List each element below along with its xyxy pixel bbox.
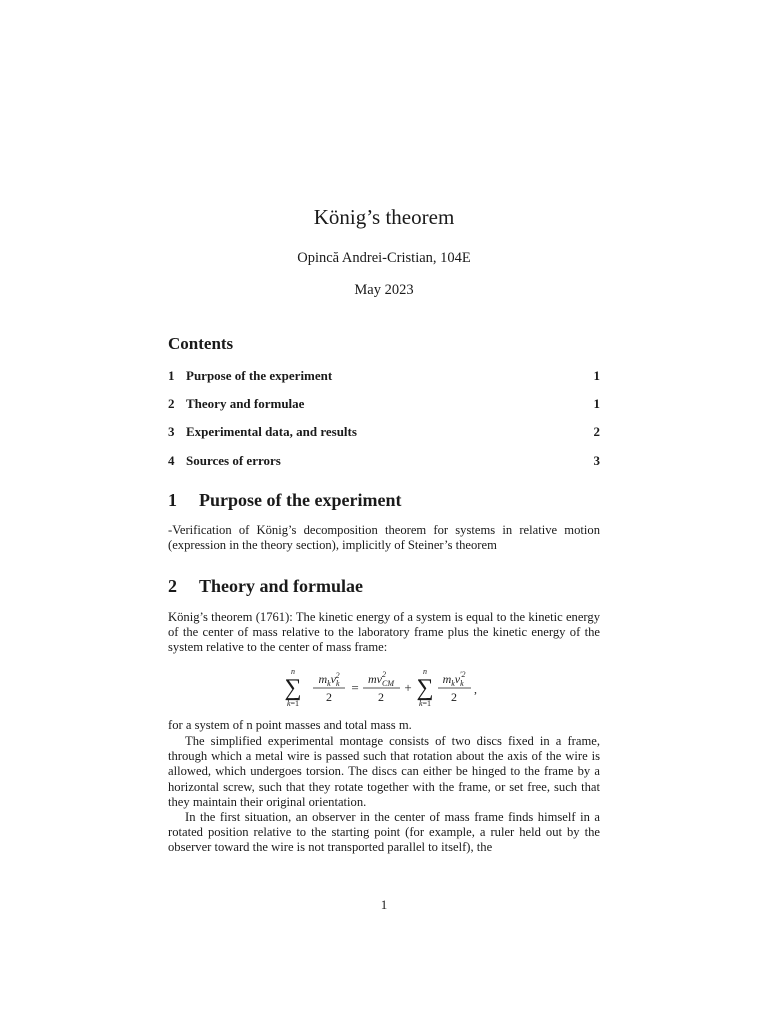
toc-entry-label: Purpose of the experiment: [186, 368, 333, 383]
section-paragraph: The simplified experimental montage consists of two discs fixed in a frame, through which a metal wire is passed such that rotation about the axis of the wire is allowed, which undergoes torsion. The discs can either be hinged to the frame by a horizontal screw, such that they rotate together with the frame, or set free, such that they maintain their original orientation.: [168, 734, 600, 809]
sum-lower-limit: k=1: [286, 699, 300, 708]
document-title: König’s theorem: [313, 205, 455, 229]
toc-entry-label: Experimental data, and results: [186, 424, 357, 439]
section-title: Theory and formulae: [199, 576, 363, 596]
section-heading: [168, 490, 401, 511]
toc-entry[interactable]: [168, 453, 600, 469]
summation-symbol: ∑: [416, 675, 434, 701]
konig-equation: [168, 666, 600, 712]
section-title: Purpose of the experiment: [199, 490, 402, 510]
section-paragraph: -Verification of König’s decomposition theorem for systems in relative motion (expression in the theory section), implicitly of Steiner’s theorem: [168, 523, 600, 553]
term2-denominator: 2: [378, 690, 384, 704]
equals-sign: =: [351, 680, 359, 695]
section-heading: [168, 576, 363, 597]
toc-entry[interactable]: [168, 424, 600, 440]
term2-numerator: $mv^2$ CM: [368, 670, 394, 688]
sum-lower-limit: k=1: [418, 699, 432, 708]
sum-upper-limit: n: [423, 667, 427, 676]
toc-entry-page: 3: [593, 453, 600, 468]
term1-numerator: $m_kv_k2$: [318, 671, 340, 688]
date-line: May 2023: [354, 282, 414, 298]
section-paragraph: In the first situation, an observer in the center of mass frame finds himself in a rotated position relative to the starting point (for example, a ruler held out by the observer toward the wire is not transported parallel to itself), the: [168, 810, 600, 855]
sum-upper-limit: n: [291, 667, 295, 676]
toc-entry-number: 2: [168, 396, 175, 411]
plus-sign: +: [404, 680, 412, 695]
toc-entry-number: 3: [168, 424, 175, 439]
toc-entry-label: Theory and formulae: [186, 396, 305, 411]
toc-entry[interactable]: [168, 368, 600, 384]
section-number: 2: [168, 576, 177, 596]
equation-comma: ,: [474, 682, 477, 696]
page-number: 1: [380, 897, 388, 912]
section-paragraph: König’s theorem (1761): The kinetic energy of a system is equal to the kinetic energy of the center of mass relative to the laboratory frame plus the kinetic energy of the system relative to the center of mass frame:: [168, 610, 600, 655]
toc-entry-number: 1: [168, 368, 175, 383]
summation-symbol: ∑: [284, 675, 302, 701]
toc-entry-label: Sources of errors: [186, 453, 281, 468]
term3-denominator: 2: [451, 690, 457, 704]
author-line: Opincă Andrei-Cristian, 104E: [297, 250, 471, 266]
toc-entry-page: 1: [593, 396, 600, 411]
toc-entry[interactable]: [168, 396, 600, 412]
term1-denominator: 2: [326, 690, 332, 704]
term3-numerator: $m_kv_k'2$: [442, 670, 466, 688]
section-number: 1: [168, 490, 177, 510]
toc-entry-number: 4: [168, 453, 175, 468]
toc-entry-page: 2: [593, 424, 600, 439]
contents-heading: Contents: [168, 334, 234, 353]
document-page: [168, 0, 600, 1024]
section-paragraph: for a system of n point masses and total mass m.: [168, 718, 412, 732]
toc-entry-page: 1: [593, 368, 600, 383]
